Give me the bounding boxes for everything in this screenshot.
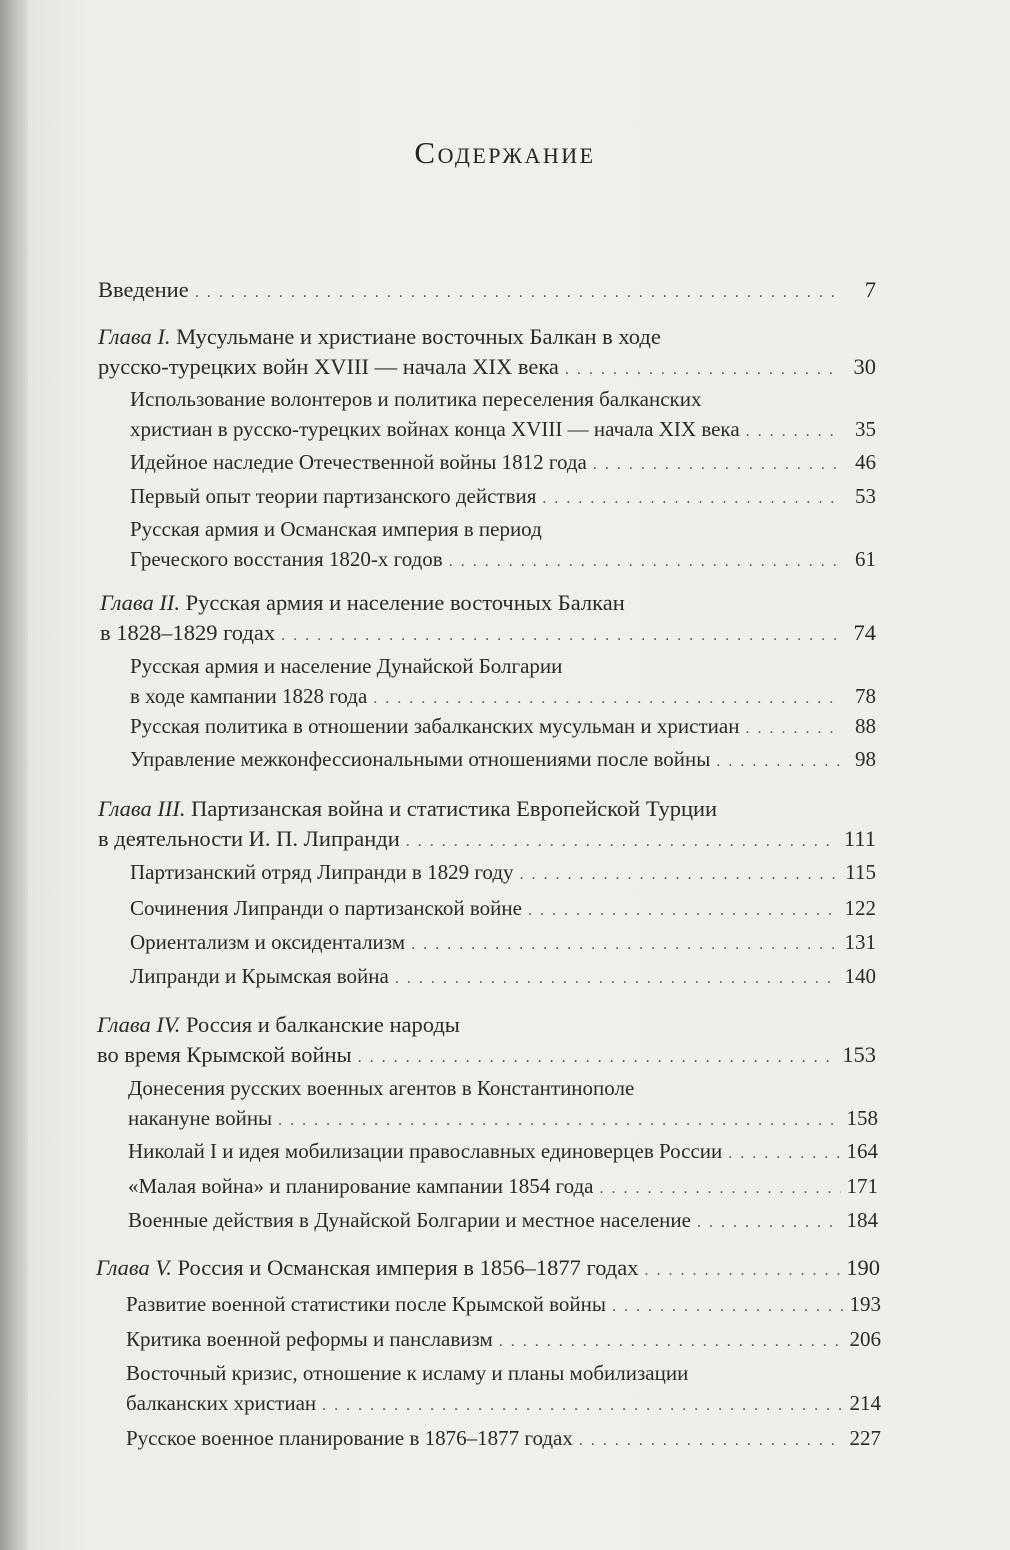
toc-chapter-1[interactable] [98,322,876,385]
page-number: 98 [855,747,876,771]
toc-section[interactable] [128,1073,878,1136]
leader-dots [449,547,842,577]
leader-dots [612,1292,844,1322]
section-title: Русское военное планирование в 1876–1877 годах [126,1426,573,1450]
toc-section[interactable] [130,384,876,447]
section-title: Русская политика в отношении забалканских мусульман и христиан [130,714,740,738]
toc-section[interactable] [128,1171,878,1204]
page-number: 227 [849,1426,881,1450]
leader-dots [599,1174,840,1204]
section-title: Партизанский отряд Липранди в 1829 году [130,860,514,884]
toc-section[interactable] [130,481,876,514]
page-number: 153 [842,1042,876,1067]
leader-dots [195,278,842,308]
section-title: Липранди и Крымская война [130,964,389,988]
page-number: 111 [843,826,876,851]
toc-section[interactable] [130,927,876,960]
section-title-line2: христиан в русско-турецких войнах конца XVIII — начала XIX века [130,417,740,441]
toc-section[interactable] [126,1324,881,1357]
leader-dots [322,1391,843,1421]
section-title: Ориентализм и оксидентализм [130,930,406,954]
page-number: 140 [844,964,876,988]
section-title-line1: Русская армия и Османская империя в период [130,517,542,541]
section-title-line1: Донесения русских военных агентов в Константинополе [128,1076,635,1100]
chapter-title-line2: во время Крымской войны [97,1042,352,1067]
section-title: Управление межконфессиональными отношениями после войны [130,747,711,771]
toc-section[interactable] [126,1358,881,1421]
section-title-line2: накануне войны [128,1106,273,1130]
leader-dots [697,1208,841,1238]
chapter-title-line1: Мусульмане и христиане восточных Балкан в ходе [176,324,661,349]
chapter-label: Глава II. [100,590,181,615]
page-number: 115 [845,860,876,884]
leader-dots [520,860,840,890]
toc-section[interactable] [130,961,876,994]
leader-dots [716,747,842,777]
toc-section[interactable] [130,447,876,480]
page-number: 193 [849,1292,881,1316]
book-spine-shadow [0,0,28,1550]
section-title-line1: Восточный кризис, отношение к исламу и планы мобилизации [126,1361,689,1385]
section-title: Первый опыт теории партизанского действия [130,484,537,508]
page-number: 30 [853,354,876,379]
chapter-label: Глава IV. [97,1012,181,1037]
chapter-title: Россия и Османская империя в 1856–1877 годах [177,1255,639,1280]
section-title: Николай I и идея мобилизации православных единоверцев России [128,1139,723,1163]
page-number: 74 [853,620,876,645]
toc-section[interactable] [130,514,876,577]
section-title: «Малая война» и планирование кампании 1854 года [128,1174,594,1198]
page-number: 131 [844,930,876,954]
toc-chapter-5[interactable] [96,1253,880,1286]
section-title: Критика военной реформы и панславизм [126,1327,493,1351]
chapter-title-line2: русско-турецких войн XVIII — начала XIX века [98,354,559,379]
leader-dots [645,1256,841,1286]
page-number: 46 [855,450,876,474]
toc-entry-intro[interactable] [98,275,876,308]
entry-title: Введение [98,277,189,302]
toc-chapter-3[interactable] [98,794,876,857]
chapter-title-line1: Россия и балканские народы [186,1012,460,1037]
page-number: 158 [846,1106,878,1130]
section-title-line2: в ходе кампании 1828 года [130,684,368,708]
leader-dots [358,1043,837,1073]
chapter-label: Глава III. [98,796,186,821]
page-title: Содержание [414,135,596,170]
toc-chapter-2[interactable] [100,588,876,651]
page-number: 53 [855,484,876,508]
chapter-label: Глава V. [96,1255,172,1280]
leader-dots [746,417,842,447]
leader-dots [406,827,838,857]
leader-dots [373,684,842,714]
leader-dots [542,484,842,514]
page-number: 171 [846,1174,878,1198]
toc-section[interactable] [130,651,876,714]
section-title: Идейное наследие Отечественной войны 1812 года [130,450,587,474]
toc-section[interactable] [128,1205,878,1238]
chapter-label: Глава I. [98,324,171,349]
section-title-line2: Греческого восстания 1820-х годов [130,547,443,571]
toc-section[interactable] [130,744,876,777]
chapter-title-line2: в 1828–1829 годах [100,620,276,645]
section-title: Сочинения Липранди о партизанской войне [130,896,522,920]
chapter-title-line1: Партизанская война и статистика Европейской Турции [191,796,718,821]
leader-dots [593,450,842,480]
toc-section[interactable] [126,1423,881,1456]
leader-dots [528,896,839,926]
leader-dots [565,355,842,385]
page-number: 7 [864,277,876,302]
page-number: 206 [849,1327,881,1351]
page-number: 35 [855,417,876,441]
leader-dots [281,621,842,651]
leader-dots [395,964,839,994]
toc-section[interactable] [130,857,876,890]
toc-chapter-4[interactable] [97,1010,876,1073]
page-number: 190 [846,1255,880,1280]
page-number: 78 [855,684,876,708]
leader-dots [278,1106,840,1136]
section-title: Военные действия в Дунайской Болгарии и местное население [128,1208,691,1232]
page-number: 164 [846,1139,878,1163]
page-number: 184 [846,1208,878,1232]
page-number: 122 [844,896,876,920]
toc-section[interactable] [130,893,876,926]
chapter-title-line2: в деятельности И. П. Липранди [98,826,400,851]
toc-section[interactable] [128,1136,878,1169]
leader-dots [745,714,842,744]
section-title-line2: балканских христиан [126,1391,317,1415]
toc-section[interactable] [130,711,876,744]
toc-section[interactable] [126,1289,881,1322]
chapter-title-line1: Русская армия и население восточных Балкан [185,590,625,615]
leader-dots [411,930,838,960]
section-title-line1: Использование волонтеров и политика переселения балканских [130,387,702,411]
leader-dots [728,1139,840,1169]
leader-dots [579,1426,844,1456]
page-number: 214 [849,1391,881,1415]
section-title-line1: Русская армия и население Дунайской Болгарии [130,654,563,678]
page-number: 61 [855,547,876,571]
page-number: 88 [855,714,876,738]
leader-dots [499,1327,844,1357]
section-title: Развитие военной статистики после Крымской войны [126,1292,606,1316]
